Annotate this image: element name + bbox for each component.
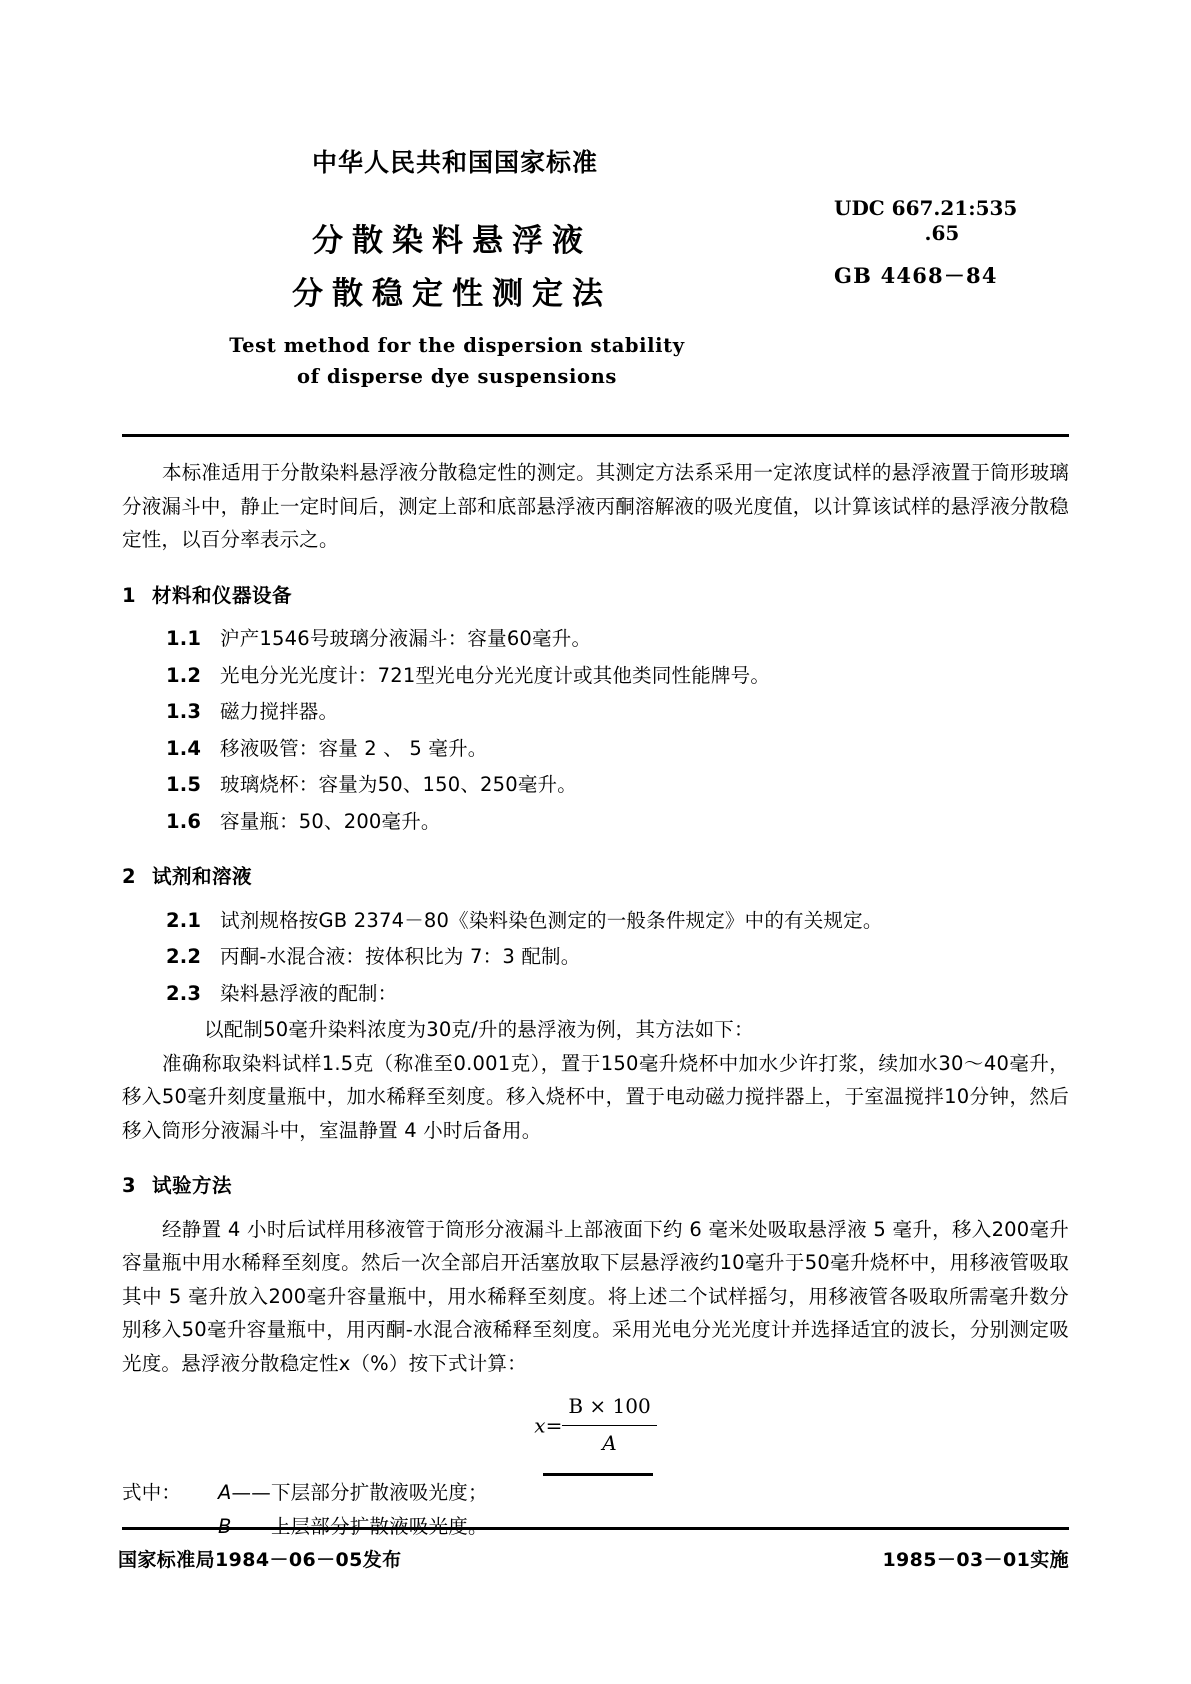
clause-number: 1.1: [166, 627, 202, 650]
clause-number: 2.1: [166, 908, 202, 932]
section-heading-1: [122, 579, 1069, 613]
clause-2-3: [166, 977, 1069, 1011]
udc-line-2: .65: [924, 221, 960, 245]
document-title: [122, 215, 782, 321]
clause-number: 1.2: [166, 663, 202, 687]
clause-2-3-para-1: 以配制50毫升染料浓度为30克/升的悬浮液为例，其方法如下：: [204, 1018, 754, 1041]
clause-number: 2.3: [166, 981, 202, 1005]
section-title-3: 试验方法: [152, 1174, 233, 1197]
clause-1-5: [166, 768, 1069, 802]
section-3-paragraph: 经静置 4 小时后试样用移液管于筒形分液漏斗上部液面下约 6 毫米处吸取悬浮液 5 毫升，移入200毫升容量瓶中用水稀释至刻度。然后一次全部启开活塞放取下层悬浮液约10毫升于50毫升烧杯中，用移液管吸取其中 5 毫升放入200毫升容量瓶中，用水稀释至刻度。将上述二个试样摇匀，用移液管各吸取所需毫升数分别移入50毫升容量瓶中，用丙酮-水混合液稀释至刻度。采用光电分光光度计并选择适宜的波长，分别测定吸光度。悬浮液分散稳定性x（%）按下式计算：: [122, 1217, 1069, 1375]
udc-code: [834, 196, 1017, 246]
section-heading-2: [122, 860, 1069, 894]
effective-date: 1985－03－01实施: [882, 1549, 1069, 1571]
title-line-1: 分散染料悬浮液: [312, 223, 592, 259]
clause-1-6: [166, 805, 1069, 839]
clause-text: 光电分光光度计：721型光电分光光度计或其他类同性能牌号。: [220, 663, 771, 687]
formula-lhs: x: [534, 1413, 546, 1438]
scope-paragraph: 本标准适用于分散染料悬浮液分散稳定性的测定。其测定方法系采用一定浓度试样的悬浮液置于筒形玻璃分液漏斗中，静止一定时间后，测定上部和底部悬浮液丙酮溶解液的吸光度值，以计算该试样的悬浮液分散稳定性，以百分率表示之。: [122, 461, 1069, 551]
clause-number: 1.5: [166, 773, 202, 796]
document-body: [122, 456, 1069, 1543]
formula-equals: =: [545, 1413, 563, 1438]
page-sheet: [118, 0, 1069, 1684]
clause-text: 试剂规格按GB 2374－80《染料染色测定的一般条件规定》中的有关规定。: [220, 908, 883, 932]
formula-numerator: B × 100: [562, 1390, 656, 1426]
clause-2-3-para-2: 准确称取染料试样1.5克（称准至0.001克），置于150毫升烧杯中加水少许打浆，续加水30～40毫升，移入50毫升刻度量瓶中，加水稀释至刻度。移入烧杯中，置于电动磁力搅拌器上，于室温搅拌10分钟，然后移入筒形分液漏斗中，室温静置 4 小时后备用。: [122, 1051, 1069, 1142]
legend-symbol-a: A: [218, 1481, 232, 1504]
clause-1-4: [166, 732, 1069, 766]
english-title-line-1: Test method for the dispersion stability: [229, 334, 685, 357]
legend-row-a: [122, 1476, 1069, 1510]
header-divider-rule: [122, 434, 1069, 437]
legend-text-a: 下层部分扩散液吸光度；: [270, 1481, 488, 1504]
formula-legend: [122, 1476, 1069, 1543]
clause-1-3: [166, 695, 1069, 729]
section-heading-3: [122, 1169, 1069, 1203]
clause-text: 磁力搅拌器。: [220, 700, 339, 723]
national-standard-heading: 中华人民共和国国家标准: [312, 148, 599, 177]
legend-dash-b: ——: [231, 1514, 271, 1538]
udc-line-1: UDC 667.21:535: [834, 196, 1018, 220]
section-title-2: 试剂和溶液: [152, 865, 253, 888]
clause-number: 2.2: [166, 945, 202, 968]
clause-text: 染料悬浮液的配制：: [220, 981, 398, 1005]
legend-text-b: 上层部分扩散液吸光度。: [270, 1514, 488, 1538]
clause-text: 丙酮-水混合液：按体积比为 7：3 配制。: [220, 945, 581, 968]
clause-number: 1.6: [166, 809, 202, 833]
formula-denominator: A: [602, 1430, 617, 1455]
section-number-2: 2: [122, 865, 137, 888]
clause-text: 移液吸管：容量 2 、 5 毫升。: [220, 736, 488, 760]
clause-1-1: [166, 622, 1069, 656]
clause-2-1: [166, 904, 1069, 938]
clause-2-2: [166, 940, 1069, 974]
section-title-1: 材料和仪器设备: [152, 583, 293, 607]
clause-text: 玻璃烧杯：容量为50、150、250毫升。: [220, 773, 577, 796]
footer-short-rule: [543, 1473, 653, 1476]
clause-text: 容量瓶：50、200毫升。: [220, 809, 441, 833]
legend-symbol-b: B: [218, 1514, 232, 1538]
clause-number: 1.3: [166, 700, 202, 723]
section-number-3: 3: [122, 1174, 137, 1197]
issue-date: 国家标准局1984－06－05发布: [118, 1549, 402, 1571]
english-title-line-2: of disperse dye suspensions: [297, 365, 617, 388]
section-number-1: 1: [122, 583, 137, 607]
clause-text: 沪产1546号玻璃分液漏斗：容量60毫升。: [220, 627, 592, 650]
stability-formula: [122, 1392, 1069, 1462]
title-line-2: 分散稳定性测定法: [292, 276, 612, 312]
footer-divider-rule: [122, 1527, 1069, 1530]
legend-dash-a: ——: [231, 1481, 271, 1504]
english-title: [122, 330, 792, 392]
clause-1-2: [166, 659, 1069, 693]
standard-number: GB 4468－84: [834, 263, 998, 288]
legend-intro: 式中：: [122, 1481, 182, 1504]
clause-number: 1.4: [166, 736, 202, 760]
